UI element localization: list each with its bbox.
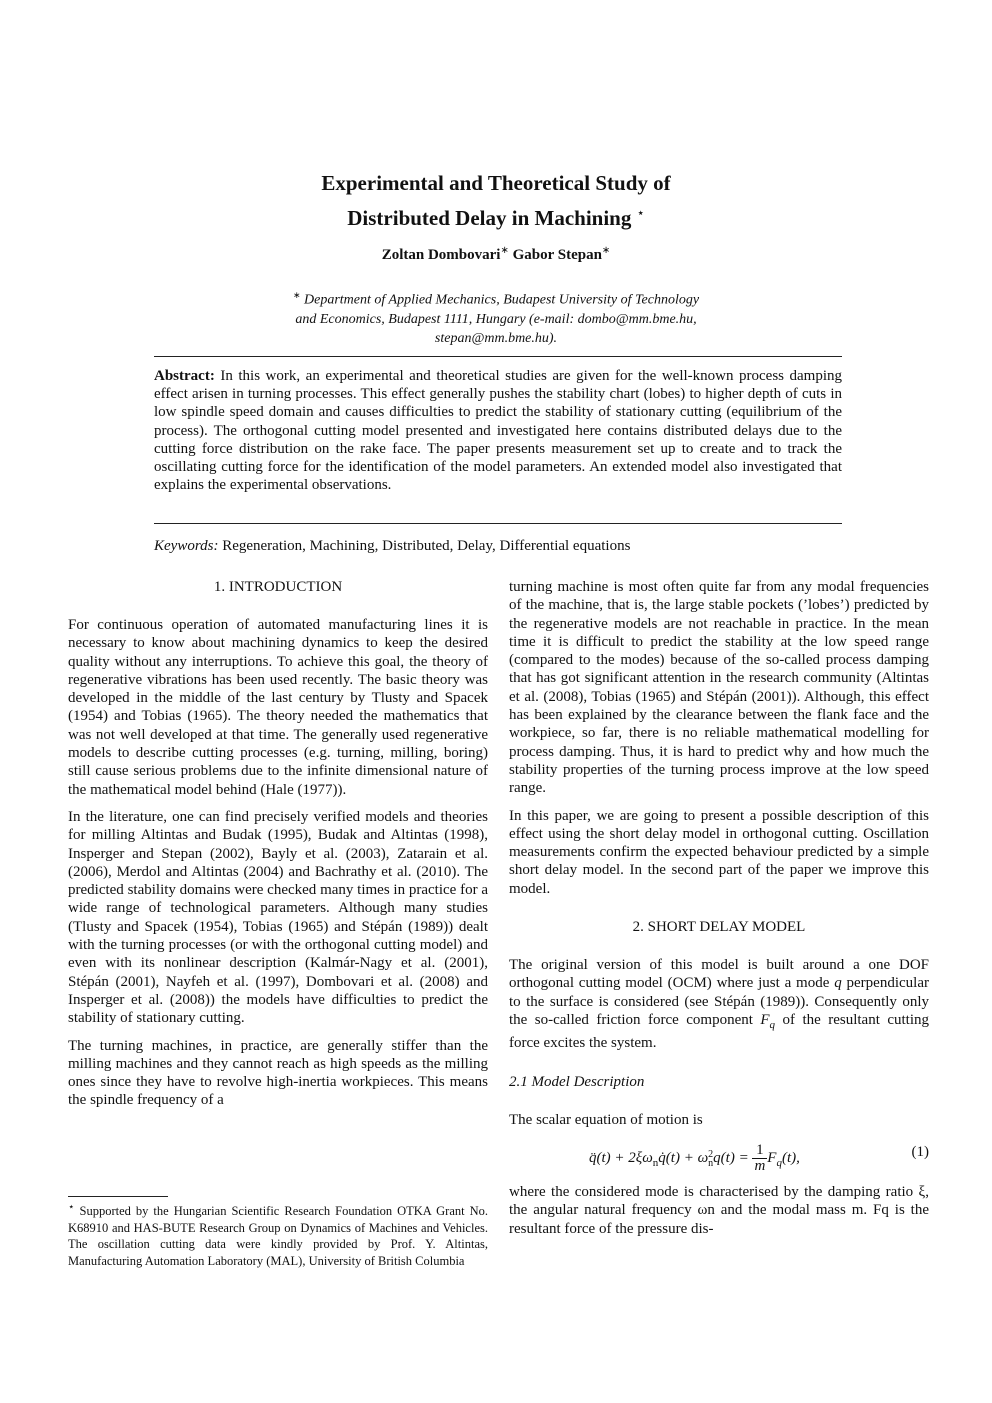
author-1: Zoltan Dombovari bbox=[381, 247, 501, 263]
author-1-mark: ∗ bbox=[500, 245, 509, 256]
footnote bbox=[68, 1200, 488, 1269]
abstract-top-rule bbox=[154, 356, 842, 357]
title-footnote-mark: ⋆ bbox=[636, 205, 645, 220]
intro-paragraph-4: In this paper, we are going to present a possible description of this effect using the short delay model in orthogonal cutting. Oscillation measurements confirm the expected behaviour predicted by a simple short delay model. In the second part of the paper we improve this model. bbox=[509, 807, 929, 897]
keywords-text: Regeneration, Machining, Distributed, Delay, Differential equations bbox=[222, 538, 631, 554]
equation-1 bbox=[509, 1133, 929, 1173]
model-paragraph-2: where the considered mode is characterised by the damping ratio ξ, the angular natural frequency ωn and the modal mass m. Fq is the resultant force of the pressure dis- bbox=[509, 1184, 929, 1237]
subsection-heading-model-description: 2.1 Model Description bbox=[509, 1073, 645, 1090]
equation-fraction: $\frac{1}{m}$ bbox=[754, 1142, 766, 1175]
author-list bbox=[150, 245, 842, 264]
keywords-label: Keywords: bbox=[154, 538, 219, 554]
footnote-mark: ⋆ bbox=[68, 1202, 75, 1213]
intro-paragraph-continued: turning machine is most often quite far from any modal frequencies of the machine, that is, the large stable pockets (’lobes’) predicted by the regenerative models are not reachable in practice. In the mean time it is difficult to predict the stability at the low speed range (compared to the modes) because of the so-called process damping that has got significant attention in the research community (Altintas et al. (2008), Tobias (1965) and Stépán (2001)). Although, this effect has been explained by the clearance between the flank face and the workpiece, so far, there is no reliable mathematical modelling for process damping. Thus, it is hard to predict why and how much the stability properties of the turning process improve at the low speed range. bbox=[509, 579, 929, 797]
footnote-rule bbox=[68, 1196, 168, 1197]
model-paragraph: The original version of this model is built around a one DOF orthogonal cutting model (OCM) where just a mode q perpendicular to the surface is considered (see Stépán (1989)). Consequently only the so-called friction force component $F_q$ of the resultant cutting force excites the system. bbox=[509, 957, 929, 1052]
affiliation-mark: ∗ bbox=[292, 290, 301, 300]
paper-title bbox=[150, 169, 842, 233]
footnote-text: Supported by the Hungarian Scientific Research Foundation OTKA Grant No. K68910 and HAS-BUTE Research Group on Dynamics of Machines and Vehicles. The oscillation cutting data were kindly provided by Prof. Y. Altintas, Manufacturing Automation Laboratory (MAL), University of British Columbia bbox=[68, 1204, 489, 1268]
abstract bbox=[154, 367, 842, 494]
left-column bbox=[68, 578, 488, 1119]
author-2: Gabor Stepan bbox=[512, 247, 602, 263]
equation-number: (1) bbox=[911, 1144, 929, 1161]
section-heading-introduction: 1. INTRODUCTION bbox=[213, 579, 343, 595]
equation-intro: The scalar equation of motion is bbox=[509, 1111, 703, 1128]
affiliation-line-1: Department of Applied Mechanics, Budapest University of Technology bbox=[304, 292, 700, 308]
affiliation bbox=[230, 286, 762, 348]
abstract-label: Abstract: bbox=[154, 368, 215, 384]
equation-body: q̈(t) + $2\xi\omega_nq̇(t) + \omega$ 2 n q(t) = $\frac{1}{m}$ $F_q(t)$, bbox=[589, 1142, 800, 1175]
abstract-text: In this work, an experimental and theoretical studies are given for the well-known process damping effect arisen in turning processes. This effect generally pushes the stability chart (lobes) to higher depth of cuts in low spindle speed domain and causes difficulties to predict the stability of stationary cutting (equilibrium of the process). The orthogonal cutting model presented and investigated here contains distributed delays due to the cutting force distribution on the rake face. The paper presents measurement set up to create and to track the oscillating cutting force for the identification of the model parameters. An extended model also investigated that explains the experimental observations. bbox=[154, 368, 843, 494]
intro-paragraph-1: For continuous operation of automated manufacturing lines it is necessary to know about machining dynamics to keep the desired quality without any interruptions. To achieve this goal, the theory of regenerative vibrations has been used recently. The basic theory was developed in the middle of the last century by Tlusty and Spacek (1954) and Tobias (1965). The theory needed the mathematics that was not well developed at that time. The generally used regenerative models to describe cutting processes (e.g. turning, milling, boring) still cause serious problems due to the infinite dimensional nature of the mathematical model behind (Hale (1977)). bbox=[68, 617, 488, 798]
title-line-2: Distributed Delay in Machining bbox=[347, 206, 632, 230]
intro-paragraph-3: The turning machines, in practice, are generally stiffer than the milling machines and they cannot reach as high speeds as the milling ones since they have to revolve high-inertia workpieces. This means the spindle frequency of a bbox=[68, 1037, 488, 1109]
author-2-mark: ∗ bbox=[601, 245, 611, 256]
abstract-bottom-rule bbox=[154, 523, 842, 524]
title-line-1: Experimental and Theoretical Study of bbox=[321, 171, 671, 195]
keywords bbox=[154, 537, 842, 555]
right-column bbox=[509, 578, 929, 1247]
section-heading-short-delay: 2. SHORT DELAY MODEL bbox=[632, 919, 806, 936]
affiliation-line-2: and Economics, Budapest 1111, Hungary (e-mail: dombo@mm.bme.hu, bbox=[295, 311, 697, 327]
intro-paragraph-2: In the literature, one can find precisely verified models and theories for milling Altintas and Budak (1995), Budak and Altintas (1998), Insperger and Stepan (2002), Bayly et al. (2003), Zatarain et al. (2006), Merdol and Altintas (2004) and Bachrathy et al. (2010). The predicted stability domains were checked many times in practice for a wide range of technological parameters. Although many studies (Tlusty and Spacek (1954), Tobias (1965) and Stépán (1989)) dealt with the turning processes (or with the orthogonal cutting model) and even with its nonlinear description (Kalmár-Nagy et al. (2001), Stépán (2001), Nayfeh et al. (1997), Dombovari et al. (2008) and Insperger et al. (2008)) the models have difficulties to predict the stability of stationary cutting. bbox=[68, 808, 488, 1027]
affiliation-line-3: stepan@mm.bme.hu). bbox=[434, 330, 558, 346]
